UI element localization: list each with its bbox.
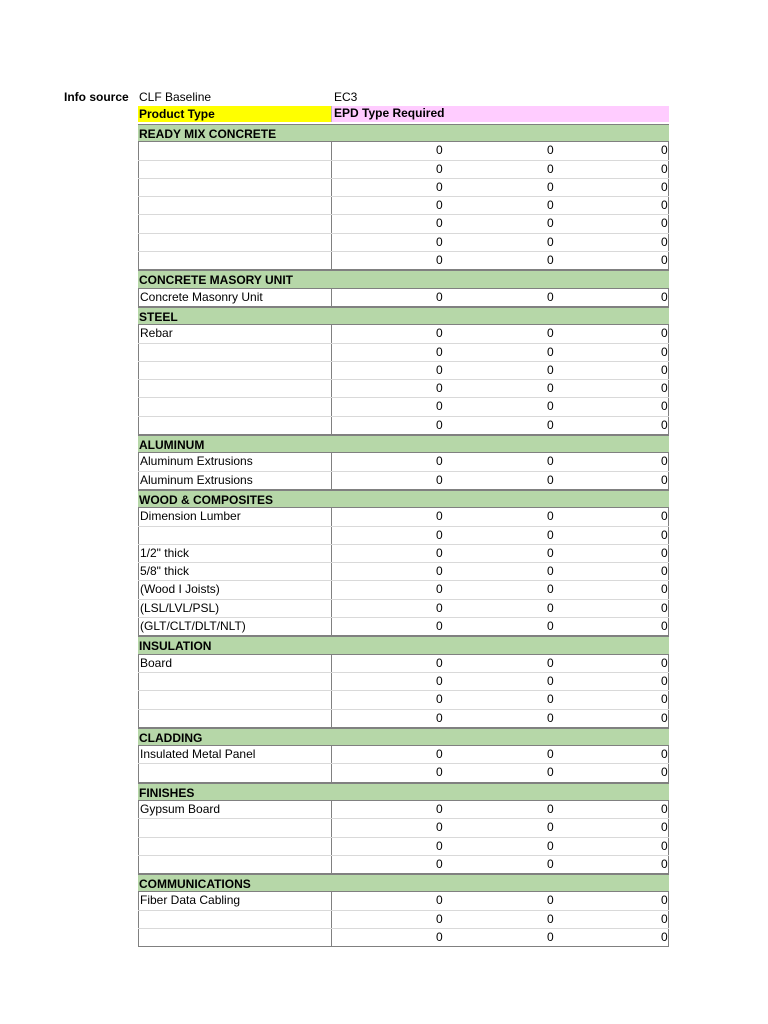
table-row[interactable] <box>138 344 669 362</box>
table-right-border <box>668 142 669 159</box>
table-row[interactable] <box>138 215 669 233</box>
value-cell[interactable]: 0 <box>547 655 554 670</box>
table-right-border <box>668 527 669 544</box>
product-name-cell[interactable] <box>138 252 332 269</box>
table-right-border <box>668 746 669 763</box>
section-header[interactable] <box>138 728 669 746</box>
value-cell[interactable]: 0 <box>661 655 668 670</box>
value-cell[interactable]: 0 <box>661 399 668 414</box>
value-cell[interactable]: 0 <box>547 673 554 688</box>
product-name-cell[interactable] <box>138 929 332 946</box>
section-title: STEEL <box>139 309 178 324</box>
value-cell[interactable]: 0 <box>661 545 668 560</box>
table-right-border <box>668 380 669 397</box>
table-row[interactable] <box>138 710 669 728</box>
product-name-cell[interactable] <box>138 710 332 727</box>
table-row[interactable] <box>138 581 669 599</box>
value-cell[interactable]: 0 <box>547 253 554 268</box>
table-right-border <box>668 179 669 196</box>
value-cell[interactable]: 0 <box>661 893 668 908</box>
value-cell[interactable]: 0 <box>547 179 554 194</box>
product-name-cell[interactable] <box>138 764 332 781</box>
table-row[interactable] <box>138 838 669 856</box>
value-cell[interactable]: 0 <box>547 344 554 359</box>
table-row[interactable] <box>138 252 669 270</box>
table-row[interactable] <box>138 764 669 782</box>
value-cell[interactable]: 0 <box>547 509 554 524</box>
product-name-cell[interactable]: (Wood I Joists) <box>138 581 332 598</box>
value-cell[interactable]: 0 <box>547 619 554 634</box>
value-cell[interactable]: 0 <box>436 893 443 908</box>
section-title: CLADDING <box>139 730 203 745</box>
value-cell[interactable]: 0 <box>547 600 554 615</box>
table-row[interactable] <box>138 746 669 764</box>
table-row[interactable] <box>138 398 669 416</box>
value-cell[interactable]: 0 <box>436 216 443 231</box>
value-cell[interactable]: 0 <box>547 143 554 158</box>
table-right-border <box>668 398 669 415</box>
section-header[interactable] <box>138 490 669 508</box>
value-cell[interactable]: 0 <box>436 417 443 432</box>
value-cell[interactable]: 0 <box>661 509 668 524</box>
product-name-cell[interactable] <box>138 691 332 708</box>
info-source-label: Info source <box>64 90 129 104</box>
value-cell[interactable]: 0 <box>661 673 668 688</box>
section-title: CONCRETE MASORY UNIT <box>139 273 294 288</box>
value-cell[interactable]: 0 <box>436 930 443 945</box>
value-cell[interactable]: 0 <box>436 289 443 304</box>
table-right-border <box>668 673 669 690</box>
product-name-cell[interactable] <box>138 398 332 415</box>
value-cell[interactable]: 0 <box>436 161 443 176</box>
value-cell[interactable]: 0 <box>547 289 554 304</box>
value-cell[interactable]: 0 <box>661 198 668 213</box>
section-header[interactable] <box>138 874 669 892</box>
table-row[interactable] <box>138 142 669 160</box>
table-right-border <box>668 234 669 251</box>
table-row[interactable] <box>138 911 669 929</box>
product-type-header[interactable]: Product Type <box>138 106 332 122</box>
table-right-border <box>668 819 669 836</box>
product-name-cell[interactable]: Gypsum Board <box>138 801 332 818</box>
product-name-cell[interactable] <box>138 234 332 251</box>
table-right-border <box>668 581 669 598</box>
value-cell[interactable]: 0 <box>436 527 443 542</box>
value-cell[interactable]: 0 <box>661 747 668 762</box>
value-cell[interactable]: 0 <box>661 692 668 707</box>
value-cell[interactable]: 0 <box>436 801 443 816</box>
value-cell[interactable]: 0 <box>436 856 443 871</box>
value-cell[interactable]: 0 <box>547 472 554 487</box>
value-cell[interactable]: 0 <box>436 326 443 341</box>
table-right-border <box>668 801 669 818</box>
table-right-border <box>668 289 669 306</box>
value-cell[interactable]: 0 <box>547 911 554 926</box>
value-cell[interactable]: 0 <box>661 600 668 615</box>
value-cell[interactable]: 0 <box>661 417 668 432</box>
ec3-label[interactable]: EC3 <box>334 90 358 104</box>
table-right-border <box>668 563 669 580</box>
value-cell[interactable]: 0 <box>661 326 668 341</box>
product-name-cell[interactable] <box>138 673 332 690</box>
value-cell[interactable]: 0 <box>661 143 668 158</box>
table-right-border <box>668 691 669 708</box>
value-cell[interactable]: 0 <box>436 911 443 926</box>
value-cell[interactable]: 0 <box>661 253 668 268</box>
value-cell[interactable]: 0 <box>547 399 554 414</box>
table-row[interactable] <box>138 289 669 307</box>
table-row[interactable] <box>138 545 669 563</box>
product-name-cell[interactable]: 1/2" thick <box>138 545 332 562</box>
value-cell[interactable]: 0 <box>436 710 443 725</box>
table-row[interactable] <box>138 179 669 197</box>
table-row[interactable] <box>138 819 669 837</box>
table-right-border <box>668 545 669 562</box>
table-row[interactable] <box>138 856 669 874</box>
product-name-cell[interactable] <box>138 215 332 232</box>
value-cell[interactable]: 0 <box>547 545 554 560</box>
product-name-cell[interactable]: Dimension Lumber <box>138 508 332 525</box>
table-right-border <box>668 472 669 489</box>
value-cell[interactable]: 0 <box>436 143 443 158</box>
value-cell[interactable]: 0 <box>661 362 668 377</box>
table-right-border <box>668 710 669 727</box>
section-header[interactable] <box>138 124 669 142</box>
product-name-cell[interactable]: Concrete Masonry Unit <box>138 289 332 306</box>
value-cell[interactable]: 0 <box>547 838 554 853</box>
value-cell[interactable]: 0 <box>547 710 554 725</box>
value-cell[interactable]: 0 <box>547 692 554 707</box>
value-cell[interactable]: 0 <box>547 582 554 597</box>
section-title: READY MIX CONCRETE <box>139 127 277 141</box>
value-cell[interactable]: 0 <box>661 710 668 725</box>
value-cell[interactable]: 0 <box>661 911 668 926</box>
section-title: COMMUNICATIONS <box>139 877 251 892</box>
value-cell[interactable]: 0 <box>547 564 554 579</box>
product-name-cell[interactable] <box>138 527 332 544</box>
value-cell[interactable]: 0 <box>547 326 554 341</box>
table-row[interactable] <box>138 453 669 471</box>
table-right-border <box>668 453 669 470</box>
section-header[interactable] <box>138 435 669 453</box>
table-row[interactable] <box>138 618 669 636</box>
value-cell[interactable]: 0 <box>661 234 668 249</box>
value-cell[interactable]: 0 <box>661 527 668 542</box>
table-row[interactable] <box>138 655 669 673</box>
section-header[interactable] <box>138 307 669 325</box>
value-cell[interactable]: 0 <box>661 765 668 780</box>
value-cell[interactable]: 0 <box>661 564 668 579</box>
value-cell[interactable]: 0 <box>547 527 554 542</box>
value-cell[interactable]: 0 <box>661 930 668 945</box>
value-cell[interactable]: 0 <box>436 619 443 634</box>
clf-baseline-label[interactable]: CLF Baseline <box>139 90 212 104</box>
table-row[interactable] <box>138 600 669 618</box>
value-cell[interactable]: 0 <box>661 216 668 231</box>
product-name-cell[interactable]: Rebar <box>138 325 332 342</box>
value-cell[interactable]: 0 <box>661 582 668 597</box>
value-cell[interactable]: 0 <box>436 344 443 359</box>
table-row[interactable] <box>138 691 669 709</box>
value-cell[interactable]: 0 <box>661 454 668 469</box>
value-cell[interactable]: 0 <box>661 344 668 359</box>
table-right-border <box>668 764 669 781</box>
epd-type-header[interactable]: EPD Type Required <box>332 106 669 122</box>
product-name-cell[interactable] <box>138 179 332 196</box>
value-cell[interactable]: 0 <box>436 820 443 835</box>
value-cell[interactable]: 0 <box>547 856 554 871</box>
value-cell[interactable]: 0 <box>436 381 443 396</box>
table-right-border <box>668 362 669 379</box>
product-name-cell[interactable] <box>138 197 332 214</box>
section-title: WOOD & COMPOSITES <box>139 492 274 507</box>
value-cell[interactable]: 0 <box>547 216 554 231</box>
table-row[interactable] <box>138 472 669 490</box>
value-cell[interactable]: 0 <box>547 417 554 432</box>
value-cell[interactable]: 0 <box>661 472 668 487</box>
value-cell[interactable]: 0 <box>436 509 443 524</box>
table-right-border <box>668 252 669 269</box>
value-cell[interactable]: 0 <box>436 765 443 780</box>
table-row[interactable] <box>138 362 669 380</box>
product-name-cell[interactable] <box>138 362 332 379</box>
value-cell[interactable]: 0 <box>547 381 554 396</box>
table-row[interactable] <box>138 197 669 215</box>
product-name-cell[interactable] <box>138 417 332 434</box>
value-cell[interactable]: 0 <box>436 545 443 560</box>
value-cell[interactable]: 0 <box>661 619 668 634</box>
value-cell[interactable]: 0 <box>547 161 554 176</box>
table-row[interactable] <box>138 417 669 435</box>
product-name-cell[interactable]: Board <box>138 655 332 672</box>
table-row[interactable] <box>138 161 669 179</box>
product-name-cell[interactable] <box>138 142 332 159</box>
value-cell[interactable]: 0 <box>436 692 443 707</box>
value-cell[interactable]: 0 <box>547 234 554 249</box>
product-name-cell[interactable] <box>138 344 332 361</box>
table-right-border <box>668 838 669 855</box>
table-row[interactable] <box>138 325 669 343</box>
value-cell[interactable]: 0 <box>547 362 554 377</box>
product-name-cell[interactable] <box>138 838 332 855</box>
table-row[interactable] <box>138 673 669 691</box>
product-name-cell[interactable]: 5/8" thick <box>138 563 332 580</box>
value-cell[interactable]: 0 <box>547 893 554 908</box>
table-right-border <box>668 344 669 361</box>
table-right-border <box>668 508 669 525</box>
product-name-cell[interactable] <box>138 380 332 397</box>
value-cell[interactable]: 0 <box>661 381 668 396</box>
section-header[interactable] <box>138 783 669 801</box>
table-row[interactable] <box>138 234 669 252</box>
table-right-border <box>668 655 669 672</box>
table-right-border <box>668 600 669 617</box>
table-row[interactable] <box>138 527 669 545</box>
table-row[interactable] <box>138 929 669 947</box>
value-cell[interactable]: 0 <box>547 930 554 945</box>
table-right-border <box>668 892 669 909</box>
value-cell[interactable]: 0 <box>436 582 443 597</box>
table-right-border <box>668 417 669 434</box>
value-cell[interactable]: 0 <box>436 253 443 268</box>
value-cell[interactable]: 0 <box>436 179 443 194</box>
section-title: INSULATION <box>139 639 212 654</box>
value-cell[interactable]: 0 <box>436 234 443 249</box>
product-name-cell[interactable]: (GLT/CLT/DLT/NLT) <box>138 618 332 635</box>
table-right-border <box>668 325 669 342</box>
table-right-border <box>668 929 669 946</box>
table-right-border <box>668 856 669 873</box>
value-cell[interactable]: 0 <box>436 600 443 615</box>
product-name-cell[interactable] <box>138 911 332 928</box>
column-header-row <box>138 106 669 122</box>
table-row[interactable] <box>138 380 669 398</box>
section-header[interactable] <box>138 636 669 654</box>
product-name-cell[interactable] <box>138 161 332 178</box>
value-cell[interactable]: 0 <box>661 161 668 176</box>
value-cell[interactable]: 0 <box>436 655 443 670</box>
value-cell[interactable]: 0 <box>547 820 554 835</box>
value-cell[interactable]: 0 <box>661 856 668 871</box>
product-name-cell[interactable]: Aluminum Extrusions <box>138 453 332 470</box>
value-cell[interactable]: 0 <box>661 820 668 835</box>
value-cell[interactable]: 0 <box>661 838 668 853</box>
table-right-border <box>668 197 669 214</box>
table-right-border <box>668 215 669 232</box>
value-cell[interactable]: 0 <box>436 673 443 688</box>
value-cell[interactable]: 0 <box>661 289 668 304</box>
value-cell[interactable]: 0 <box>436 399 443 414</box>
value-cell[interactable]: 0 <box>547 765 554 780</box>
value-cell[interactable]: 0 <box>547 198 554 213</box>
product-name-cell[interactable] <box>138 856 332 873</box>
product-name-cell[interactable]: (LSL/LVL/PSL) <box>138 600 332 617</box>
value-cell[interactable]: 0 <box>436 198 443 213</box>
table-row[interactable] <box>138 508 669 526</box>
product-name-cell[interactable]: Aluminum Extrusions <box>138 472 332 489</box>
table-right-border <box>668 161 669 178</box>
section-title: FINISHES <box>139 785 195 800</box>
product-name-cell[interactable] <box>138 819 332 836</box>
section-title: ALUMINUM <box>139 438 205 453</box>
value-cell[interactable]: 0 <box>436 747 443 762</box>
value-cell[interactable]: 0 <box>547 454 554 469</box>
section-header[interactable] <box>138 270 669 288</box>
value-cell[interactable]: 0 <box>436 472 443 487</box>
table-right-border <box>668 618 669 635</box>
value-cell[interactable]: 0 <box>547 747 554 762</box>
value-cell[interactable]: 0 <box>661 179 668 194</box>
product-name-cell[interactable]: Insulated Metal Panel <box>138 746 332 763</box>
value-cell[interactable]: 0 <box>547 801 554 816</box>
product-name-cell[interactable]: Fiber Data Cabling <box>138 892 332 909</box>
value-cell[interactable]: 0 <box>436 564 443 579</box>
table-row[interactable] <box>138 801 669 819</box>
value-cell[interactable]: 0 <box>436 838 443 853</box>
table-right-border <box>668 911 669 928</box>
value-cell[interactable]: 0 <box>436 454 443 469</box>
value-cell[interactable]: 0 <box>661 801 668 816</box>
table-body <box>138 124 669 947</box>
table-row[interactable] <box>138 563 669 581</box>
value-cell[interactable]: 0 <box>436 362 443 377</box>
table-row[interactable] <box>138 892 669 910</box>
